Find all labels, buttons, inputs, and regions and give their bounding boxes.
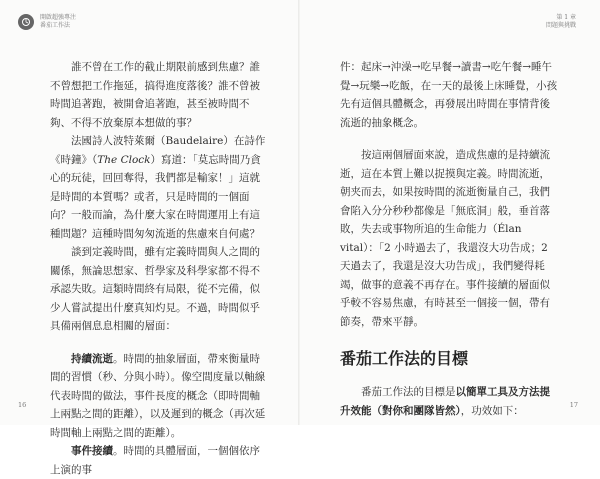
paragraph: 持續流逝。時間的抽象層面，帶來衡量時間的習慣（秒、分與小時）。像空間度量以軸線代表時間的做法，事件長度的概念（即時間軸上兩點之間的距離），以及遲到的概念（再次延時間軸上兩點之間的距離）。 [50,352,266,439]
paragraph: 番茄工作法的目標是以簡單工具及方法提升效能（對你和團隊皆然），功效如下： [340,386,550,417]
paragraph: 法國詩人波特萊爾（Baudelaire）在詩作《時鐘》（The Clock）寫道：「莫忘時間乃貪心的玩徒，回回奪得，我們都是輸家！」這就是時間的本質嗎？或者，只是時間的一個面向？一般而論，為什麼大家在時間運用上有這種問題？這種時間匆匆流逝的焦慮來自何處？ [50,135,266,240]
book-title: 番茄工作法 [40,22,71,29]
chapter-title: 問題與挑戰 [545,22,576,29]
left-body-text [50,58,270,479]
right-page-number: 17 [569,401,578,409]
left-page [0,0,300,476]
bold-term: 持續流逝 [71,352,113,365]
left-running-header [18,14,76,30]
left-page-number: 16 [18,401,27,409]
publisher-logo-icon [18,14,34,30]
paragraph: 按這兩個層面來說，造成焦慮的是持續流逝，這在本質上難以捉摸與定義。時間流逝，朝夹而去，如果按時間的流逝衡量自己，我們會陷入分分秒秒都像是「無底洞」般，垂首落敗，失去或事物所追的生命能力（Élan vital）：「2 小時過去了，我還沒大功告成；2 天過去了，我還是沒大功告成」，我們變得耗竭，做事的意義不再存在。事件接續的層面似乎較不容易焦慮，有時甚至一個接一個，帶有節奏，帶來平靜。 [340,149,550,328]
paragraph: 誰不曾在工作的截止期限前感到焦慮？誰不曾想把工作拖延，搞得進度落後？誰不曾被時間追著跑，被開會追著跑，甚至被時間不夠、不得不放棄原本想做的事？ [50,61,260,129]
book-series-title: 開啟超強專注 [40,14,77,21]
right-page [300,0,600,425]
paragraph: 件：起床→沖澡→吃早餐→讀書→吃午餐→睡午覺→玩樂→吃飯，在一天的最後上床睡覺，小孩先有這個具體概念，再發展出時間在事情背後流逝的抽象概念。 [340,61,558,129]
bold-term: 事件接續 [71,445,113,457]
paragraph: 談到定義時間，雖有定義時間與人之間的關係，無論思想家、哲學家及科學家都不得不承認失敗。這類時間終有局限，從不完備，似少人嘗試提出什麼真知灼見。不過，時間似乎具備兩個息息相關的層面： [50,246,260,332]
bold-phrase: 以簡單工具及方法提升效能（對你和團隊皆然） [340,386,550,417]
section-heading: 番茄工作法的目標 [340,349,469,368]
right-running-header [546,14,576,30]
left-header-text [40,14,76,30]
paragraph: 事件接續。時間的具體層面，一個個依序上演的事 [50,445,260,476]
chapter-number: 第 1 章 [556,14,576,21]
right-body-text [340,58,560,420]
